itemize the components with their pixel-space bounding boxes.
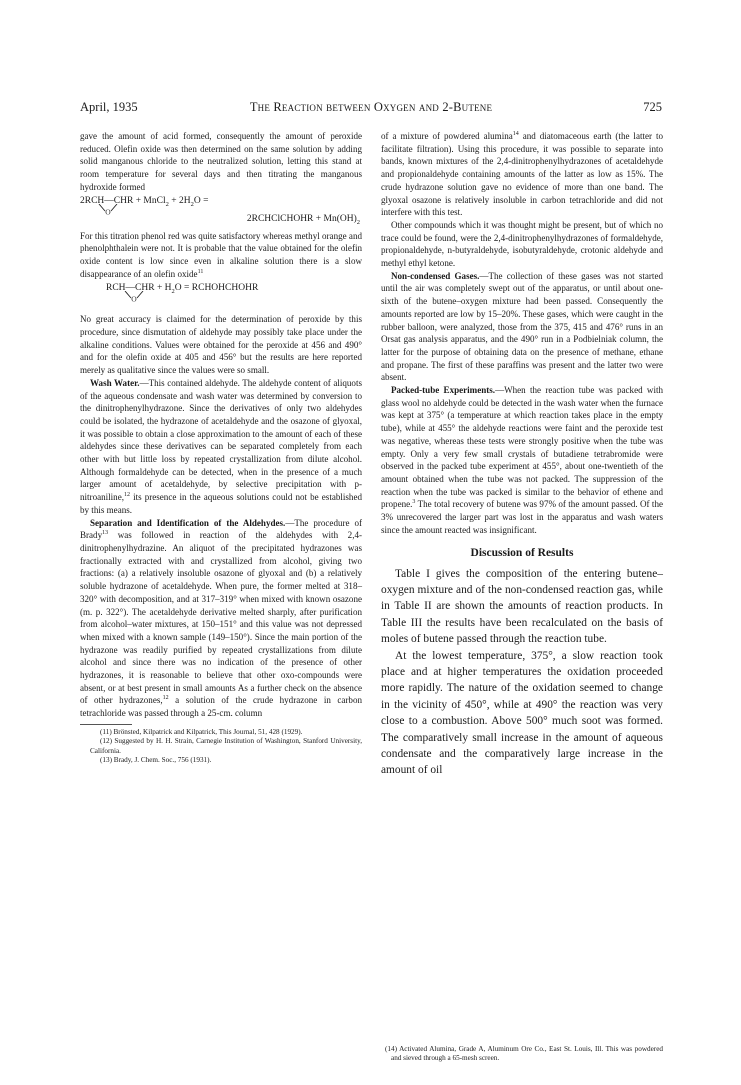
epoxide-bridge-icon (98, 204, 118, 215)
paragraph: Packed-tube Experiments.—When the reaction tube was packed with glass wool no aldehyde could be detected in the wash water when the furnace was kept at 375° (a temperature at which reaction takes place in the empty tube), while at 455° the aldehyde reactions were faint and the peroxide test was negative, whereas these tests were strongly positive when the tube was empty. Only a very few small crystals of butadiene tetrabromide were observed in the packed tube experiment at 455°, about one-twentieth of the amount obtained when the tube was not packed. The suppression of the reaction when the tube was packed is similar to the behavior of ethene and propene.$^3$ The total recovery of butene was 97% of the amount passed. Of the 3% unrecovered the larger part was lost in the apparatus and wash waters since the amount reacted was insignificant. (381, 385, 663, 535)
svg-text:O: O (105, 207, 111, 215)
section-heading: Discussion of Results (470, 546, 574, 559)
paragraph: Separation and Identification of the Aldehydes.—The procedure of Brady$^{13}$ was followed in reaction of the aldehydes with 2,4-dinitrophenylhydrazine. An aliquot of the precipitated hydrazones was fractionally extracted with and crystallized from alcohol, giving two fractions: (a) a relatively insoluble osazone of glyoxal and (b) a relatively soluble hydrazone of acetaldehyde. When pure, the former melted at 318–320° with decomposition, and at 317–319° when mixed with known osazone (m. p. 322°). The acetaldehyde derivative melted sharply, after purification from alcohol–water mixtures, at 150–151° and this value was not depressed when mixed with a known sample (149–150°). Since the main portion of the hydrazone was readily purified by repeated crystallizations from dilute alcohol and since there was no indication of the presence of other hydrazones, it is reasonable to believe that other oxo-compounds were absent, or at best present in small amounts As a further check on the absence of other hydrazones,$^{12}$ a solution of the crude hydrazone in carbon tetrachloride was passed through a 25-cm. column (80, 517, 362, 719)
footnote: (14) Activated Alumina, Grade A, Aluminum Ore Co., East St. Louis, Ill. This was powdered and sieved through a 65-mesh screen. (385, 1045, 663, 1063)
svg-text:O: O (131, 294, 137, 303)
equation-manganous-chloride (80, 195, 362, 227)
equation-hydration (80, 282, 362, 308)
running-title: The Reaction between Oxygen and 2-Butene (249, 100, 493, 114)
footnote: (11) Brönsted, Kilpatrick and Kilpatrick, This Journal, 51, 428 (1929). (100, 727, 303, 736)
paragraph: No great accuracy is claimed for the determination of peroxide by this procedure, since dismutation of aldehyde may possibly take place under the alkaline conditions. Values were obtained for the peroxide at 456 and 490° and for the olefin oxide at 405 and 456° but the results are here reported merely as qualitative since the values were so small. (80, 314, 362, 376)
paragraph: Table I gives the composition of the entering butene–oxygen mixture and of the non-condensed reaction gas, while in Table II are shown the amounts of reaction products. In Table III the results have been recalculated on the basis of moles of butene passed through the reaction tube. (381, 567, 663, 646)
epoxide-bridge-icon (124, 291, 144, 302)
paragraph: of a mixture of powdered alumina$^{14}$ and diatomaceous earth (the latter to facilitate filtration). Using this procedure, it was possible to separate into bands, known mixtures of the 2,4-dinitrophenylhydrazones of acetaldehyde and propionaldehyde containing amounts of the latter as low as 15%. The crude hydrazone solution gave no evidence of more than one band. The glyoxal osazone is relatively insoluble in carbon tetrachloride and did not interfere with this test. (381, 130, 663, 218)
paragraph: Other compounds which it was thought might be present, but of which no trace could be found, were the 2,4-dinitrophenylhydrazones of formaldehyde, propionaldehyde, n-butyraldehyde, isobutyraldehyde, crotonic aldehyde and methyl ethyl ketone. (381, 219, 663, 269)
page-number: 725 (643, 100, 662, 114)
equation-line: 2RCH—CHR + MnCl$_2$ + $2H_2O$ = (80, 195, 209, 208)
paragraph: Non-condensed Gases.—The collection of these gases was not started until the air was completely swept out of the apparatus, or until about one-sixth of the butene–oxygen mixture had been passed. Consequently the amounts reported are low by 15–20%. These gases, which were caught in the rubber balloon, were analyzed, those from the 375, 415 and 476° runs in an Orsat gas analysis apparatus, and the 490° run in a Podbielniak column, the latter for the purpose of obtaining data on the presence of methane, ethane and propane. The first of these paraffins was present and the latter two were absent. (381, 270, 663, 383)
paragraph: gave the amount of acid formed, consequently the amount of peroxide reduced. Olefin oxide was then determined on the same solution by adding solid manganous chloride to the neutralized solution, letting this stand at room temperature for several days and then titrating the manganous hydroxide formed (80, 131, 362, 192)
paragraph: Wash Water.—This contained aldehyde. The aldehyde content of aliquots of the aqueous condensate and wash water was determined by conversion to the dinitrophenylhydrazone. Since the derivatives of only two aldehydes could be isolated, the hydrazone of acetaldehyde and the osazone of glyoxal, it was possible to obtain a close approximation to the amount of each of these aldehydes since these derivatives can be separated completely from each other with but little loss by repeated crystallization from dilute alcohol. Although formaldehyde can be detected, when in the presence of a much larger amount of acetaldehyde, by selective precipitation with p-nitroaniline,$^{12}$ its presence in the aqueous solutions could not be established by this means. (80, 377, 362, 515)
footnote: (12) Suggested by H. H. Strain, Carnegie Institution of Washington, Stanford University, California. (90, 737, 362, 755)
footnote: (13) Brady, J. Chem. Soc., 756 (1931). (100, 756, 212, 765)
paragraph: For this titration phenol red was quite satisfactory whereas methyl orange and phenolphthalein were not. It is probable that the value obtained for the olefin oxide content is low since even in alkaline solution there is a slow disappearance of an olefin oxide$^{11}$ (80, 230, 362, 279)
equation-line: RCH—CHR + $H_2O$ = RCHOHCHOHR (106, 283, 259, 296)
footnotes (80, 728, 362, 766)
left-column (80, 130, 362, 766)
issue-date: April, 1935 (80, 100, 138, 114)
equation-line: 2RCHClCHOHR + $Mn(OH)_2$ (246, 213, 360, 226)
right-column (381, 130, 663, 779)
footnote-rule (80, 724, 132, 725)
running-header (80, 100, 662, 116)
paragraph: At the lowest temperature, 375°, a slow reaction took place and at higher temperatures the oxidation proceeded more rapidly. The nature of the oxidation seemed to change in the vicinity of 450°, while at 490° the reaction was very close to a combustion. Above 500° much soot was formed. The comparatively small increase in the amount of aqueous condensate and the comparatively large increase in the amount of oil (381, 649, 663, 777)
discussion-text (381, 566, 663, 779)
footnotes-right (381, 1045, 663, 1064)
